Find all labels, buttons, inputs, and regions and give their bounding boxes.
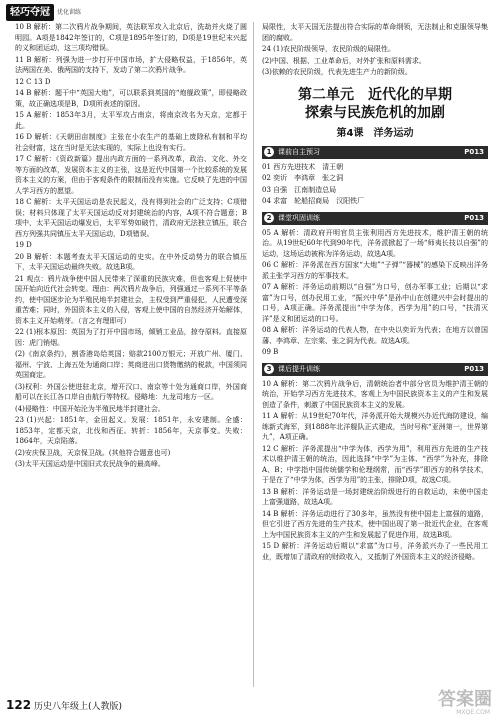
answer-item: (3)太平天国运动是中国旧式农民战争的最高峰。: [15, 460, 165, 468]
section-page: P013: [464, 214, 484, 223]
section-header-consolidate: [262, 212, 488, 225]
page-footer: [6, 696, 122, 715]
section-title: 课前自主预习: [278, 148, 320, 157]
answer-item: (2)《南京条约》，割香港岛给英国；赔款2100万银元；开放广州、厦门、福州、宁波、上海五处为通商口岸；英商进出口货物缴纳的税款，中国须同英国商定。: [15, 350, 247, 379]
page-number: 122: [6, 698, 32, 712]
answer-item: 16 D 解析：《天朝田亩制度》主张在小农生产的基础上废除私有制和平均社会财富，这在当时是无法实现的，实际上也没有实行。: [15, 133, 247, 152]
answer-item: 07 A 解析：洋务运动前期以“自强”为口号，创办军事工业；后期以“求富”为口号，创办民用工业，“振兴中华”是孙中山在创建兴中会时提出的口号，A项正确。洋务派提出“中学为体，西学为用”的口号，“扶清灭洋”是义和团运动的口号。: [262, 283, 488, 323]
answer-item: 11 A 解析：从19世纪70年代，洋务派开始大规模兴办近代海防建设，编练新式海军，到1888年北洋舰队正式建成，当时号称“亚洲第一，世界第九”，A项正确。: [262, 412, 488, 442]
lesson-title: 第4课 洋务运动: [336, 127, 414, 139]
unit-title-line1: 第二单元 近代化的早期: [298, 86, 452, 103]
answer-item: 22 (1)根本原因：英国为了打开中国市场，倾销工业品，掠夺原料。直接原因：虎门销烟。: [15, 328, 247, 347]
unit-title-line2: 探索与民族危机的加剧: [305, 104, 445, 121]
answer-item: 24 (1)农民阶级领导，农民阶级的局限性。: [262, 45, 396, 53]
answer-item: 局限性，太平天国无法提出符合实际的革命纲领，无法制止和克服领导集团的腐败。: [262, 23, 488, 42]
answer-item: 14 B 解析：洋务运动进行了30多年，虽然没有使中国走上富强的道路，但它引进了西方先进的生产技术，使中国出现了第一批近代企业，在客观上为中国民族资本主义的产生和发展起了促进作用，故选B项。: [262, 509, 488, 539]
answer-item: 02 奕䜣 李鸿章 张之洞: [262, 174, 344, 183]
section-number: 1: [264, 147, 274, 157]
answer-item: 04 求富 轮船招商局 汉阳铁厂: [262, 197, 365, 206]
answer-item: 19 D: [15, 241, 32, 249]
answer-item: 06 C 解析：洋务派在西方国家“大炮”“子弹”“器械”的感染下反映出洋务派主张学习西方的军事技术。: [262, 261, 488, 280]
answer-item: (4)侵略性：中国开始沦为半殖民地半封建社会。: [15, 404, 165, 413]
section-header-advance: [262, 363, 488, 376]
answer-item: (3)依赖的农民阶级，代表先进生产力的新阶级。: [262, 68, 412, 76]
answer-item: 10 B 解析：第二次鸦片战争期间，英法联军攻入北京后，洗劫并火烧了圆明园。A项是1842年签订的，C项是1895年签订的，D项是19世纪末兴起的义和团运动，这三项均错误。: [15, 23, 247, 52]
answer-item: 12 C 解析：洋务派提出“中学为体，西学为用”，利用西方先进的生产技术以维护清王朝的统治，因此选择“中学”为主体、“西学”为补充，排除A、B；中学指中国传统儒学和伦理纲常，而“西学”即西方的科学技术，于是在了“中学为体，西学为用”的主张，排除D项，故选C项。: [262, 444, 488, 485]
answer-item: 11 B 解析：列强为进一步打开中国市场，扩大侵略权益，于1856年，英法两国在美、俄两国的支持下，发动了第二次鸦片战争。: [15, 55, 247, 74]
answer-item: 20 B 解析：本题考查太平天国运动的史实。在中外反动势力的联合镇压下，太平天国运动最终失败。故选B项。: [15, 252, 247, 271]
unit-title: [262, 86, 488, 122]
answer-item: 08 A 解析：洋务运动的代表人物，在中央以奕䜣为代表；在地方以曾国藩、李鸿章、左宗棠、张之洞为代表。故选A项。: [262, 326, 488, 345]
answer-item: 17 C 解析：《资政新篇》提出内政方面的一系列改革，政治、文化、外交等方面的改革，发展资本主义的主张，这是近代中国第一个比较系统的发展资本主义的方案，但由于客观条件的限制而没有实施。它反映了先进的中国人学习西方的愿望。: [15, 155, 247, 195]
left-column: [15, 22, 247, 471]
answer-item: 21 观点：鸦片战争使中国人民带来了深重的民族灾难，但也客观上促使中国开始向近代社会转变。理由：两次鸦片战争后，列强通过一系列不平等条约，使中国逐步沦为半殖民地半封建社会，主权受到严重侵犯，人民遭受深重苦难；同时，外国资本主义的入侵，客观上使中国的自然经济开始解体，资本主义开始萌芽。（言之有理即可）: [15, 274, 247, 325]
section-page: P013: [464, 148, 484, 157]
header: [6, 3, 81, 21]
answer-item: 01 西方先进技术 清王朝: [262, 162, 344, 171]
answer-item: (3)权利：外国公使进驻北京，增开汉口、南京等十处为通商口岸，外国商船可以在长江各口岸自由航行等特权。侵略地：九龙司地方一区。: [15, 382, 247, 401]
section-page: P013: [464, 365, 484, 374]
brand-subtitle: 优化训练: [57, 8, 82, 16]
answer-item: 23 (1)兴起：1851年，金田起义。发展：1851年，永安建制。全盛：1853年，定都天京，北伐和西征。转折：1856年，天京事变。失败：1864年，天京陷落。: [15, 416, 247, 445]
section-title: 课堂巩固训练: [278, 214, 320, 223]
right-column: [262, 22, 488, 563]
watermark-url: MXQE.COM: [456, 709, 490, 716]
book-title: 历史八年级上(人教版): [33, 702, 122, 712]
answer-item: 12 C 13 D: [15, 77, 51, 86]
answer-item: 15 D 解析：洋务运动后期以“求富”为口号，洋务派兴办了一些民用工业，既增加了清政府的财政收入，又抵制了外国资本主义的经济侵略。: [262, 542, 488, 561]
answer-item: 13 B 解析：洋务运动是一场封建统治阶级进行的自救运动，未使中国走上富强道路，故选A项。: [262, 487, 488, 507]
answer-item: 15 A 解析：1853年3月，太平军攻占南京，将南京改名为天京，定都于此。: [15, 111, 247, 130]
section-title: 课后提升训练: [278, 365, 320, 374]
answer-item: 03 自强 江南制造总局: [262, 185, 337, 194]
section-number: 2: [264, 213, 274, 223]
answer-item: (2)中国、根据、工业革命后，对外扩张和原料需求。: [262, 56, 426, 65]
column-divider: [253, 22, 254, 687]
section-number: 3: [264, 364, 274, 374]
watermark-logo: 答案圈: [438, 689, 492, 710]
section-header-preview: [262, 146, 488, 159]
brand-logo: 轻巧夺冠: [6, 4, 54, 21]
answer-item: 18 C 解析：太平天国运动是农民起义，没有得到社会的广泛支持；C项错误；材料只体现了太平天国运动反对封建统治的内容，A项不符合题意；B项中，太平天国运动爆发后，太平军势如破竹，清政府无法独立镇压，联合西方列强共同镇压太平天国运动，D项错误。: [15, 198, 247, 238]
answer-item: 14 B 解析：题干中“英国大炮”，可以联系到英国的“炮舰政策”，即侵略政策，故正确选项是B，D项所表述的原因。: [15, 89, 247, 108]
answer-item: 10 A 解析：第二次鸦片战争后，清朝统治者中部分官员为维护清王朝的统治，开始学习西方先进技术，客观上为中国民族资本主义的产生和发展创造了条件，刺激了中国民族资本主义的发展。: [262, 379, 488, 409]
answer-item: 05 A 解析：清政府开明官员主张利用西方先进技术，维护清王朝的统治。从19世纪60年代到90年代，洋务派掀起了一场“师夷长技以自强”的运动，这场运动被称为洋务运动，故选A项。: [262, 228, 488, 258]
answer-item: 09 B: [262, 348, 279, 357]
answer-item: (2)安庆保卫战，天京保卫战。(其他符合题意也可): [15, 448, 171, 457]
